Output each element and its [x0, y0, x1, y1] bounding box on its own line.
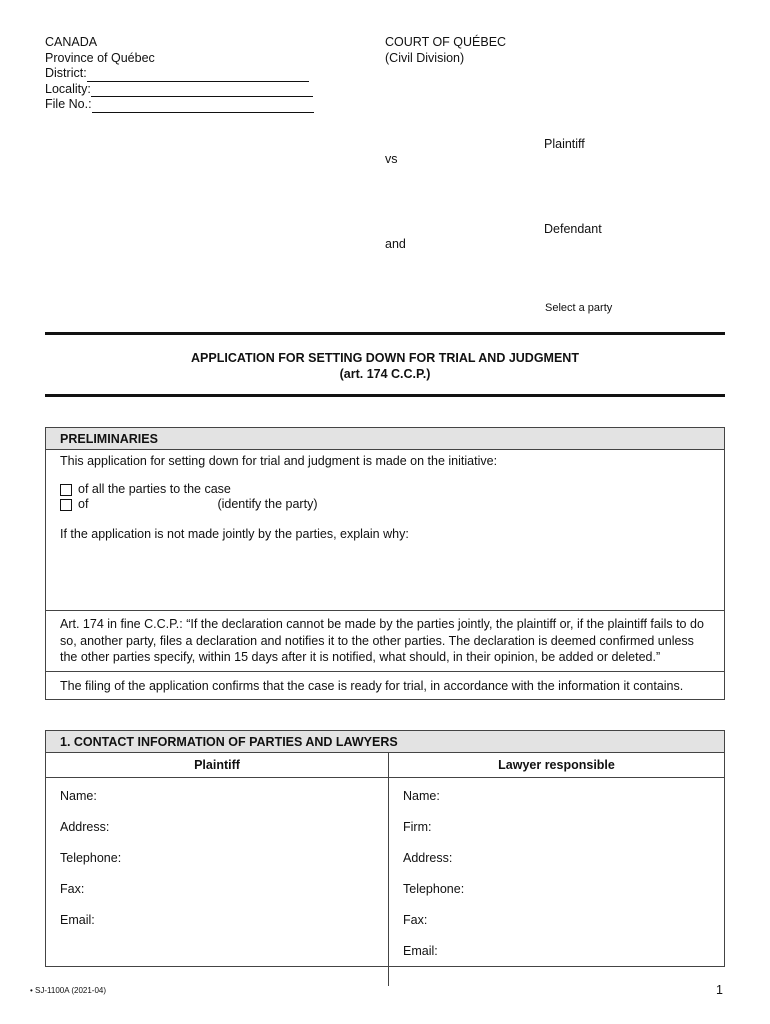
plaintiff-column-header: Plaintiff	[46, 753, 389, 778]
vs-label: vs	[385, 152, 398, 166]
defendant-role-label: Defendant	[544, 222, 602, 236]
all-parties-label: of all the parties to the case	[78, 482, 231, 496]
single-party-checkbox[interactable]	[60, 499, 72, 511]
contact-information-heading: 1. CONTACT INFORMATION OF PARTIES AND LAWYERS	[46, 731, 724, 753]
initiative-intro: This application for setting down for trial and judgment is made on the initiative:	[60, 454, 498, 468]
plaintiff-email-field[interactable]: Email:	[60, 913, 95, 927]
court-file-header	[45, 35, 314, 113]
lawyer-fax-field[interactable]: Fax:	[403, 913, 428, 927]
preliminaries-heading: PRELIMINARIES	[46, 428, 724, 450]
explain-why-label: If the application is not made jointly by the parties, explain why:	[60, 527, 409, 541]
plaintiff-address-field[interactable]: Address:	[60, 820, 110, 834]
page-number: 1	[716, 983, 723, 997]
lawyer-address-field[interactable]: Address:	[403, 851, 453, 865]
district-label: District:	[45, 66, 87, 80]
all-parties-checkbox[interactable]	[60, 484, 72, 496]
lawyer-email-field[interactable]: Email:	[403, 944, 438, 958]
file-number-field[interactable]	[92, 100, 314, 113]
form-code: • SJ-1100A (2021-04)	[30, 986, 107, 995]
file-number-label: File No.:	[45, 97, 92, 111]
lawyer-name-field[interactable]: Name:	[403, 789, 440, 803]
filing-confirmation: The filing of the application confirms that the case is ready for trial, in accordance with the information it contains.	[46, 671, 724, 696]
lawyer-contact-column	[389, 778, 725, 987]
preliminaries-section	[45, 427, 725, 700]
title-line-2: (art. 174 C.C.P.)	[339, 367, 431, 381]
plaintiff-name-field[interactable]: Name:	[60, 789, 97, 803]
plaintiff-contact-column	[46, 778, 389, 987]
locality-label: Locality:	[45, 81, 91, 96]
lawyer-telephone-field[interactable]: Telephone:	[403, 882, 465, 896]
court-division: (Civil Division)	[385, 50, 465, 65]
lawyer-firm-field[interactable]: Firm:	[403, 820, 432, 834]
lawyer-column-header: Lawyer responsible	[389, 753, 725, 778]
title-bottom-rule	[45, 394, 725, 397]
court-name: COURT OF QUÉBEC	[385, 35, 507, 49]
court-name-block	[385, 35, 506, 66]
contact-information-section	[45, 730, 725, 967]
country-label: CANADA	[45, 35, 98, 49]
art174-notice: Art. 174 in fine C.C.P.: “If the declaration cannot be made by the parties jointly, the plaintiff or, if the plaintiff fails to do so, another party, files a declaration and notifies it to the other parties. The declaration is deemed confirmed unless the other parties specify, within 15 days after it is notified, what should, in their opinion, be added or deleted.”	[46, 610, 724, 671]
contact-table	[46, 753, 724, 986]
plaintiff-telephone-field[interactable]: Telephone:	[60, 851, 122, 865]
document-title	[45, 350, 725, 382]
title-top-rule	[45, 332, 725, 335]
province-label: Province of Québec	[45, 50, 155, 65]
plaintiff-fax-field[interactable]: Fax:	[60, 882, 85, 896]
title-line-1: APPLICATION FOR SETTING DOWN FOR TRIAL AND JUDGMENT	[191, 351, 579, 365]
and-label: and	[385, 237, 406, 251]
single-party-label: of	[78, 497, 89, 511]
locality-field[interactable]	[91, 84, 313, 97]
select-party-dropdown[interactable]: Select a party	[545, 302, 613, 314]
plaintiff-role-label: Plaintiff	[544, 137, 585, 151]
explain-why-field[interactable]	[60, 541, 710, 601]
identify-party-hint: (identify the party)	[217, 497, 318, 511]
district-field[interactable]	[87, 69, 309, 82]
